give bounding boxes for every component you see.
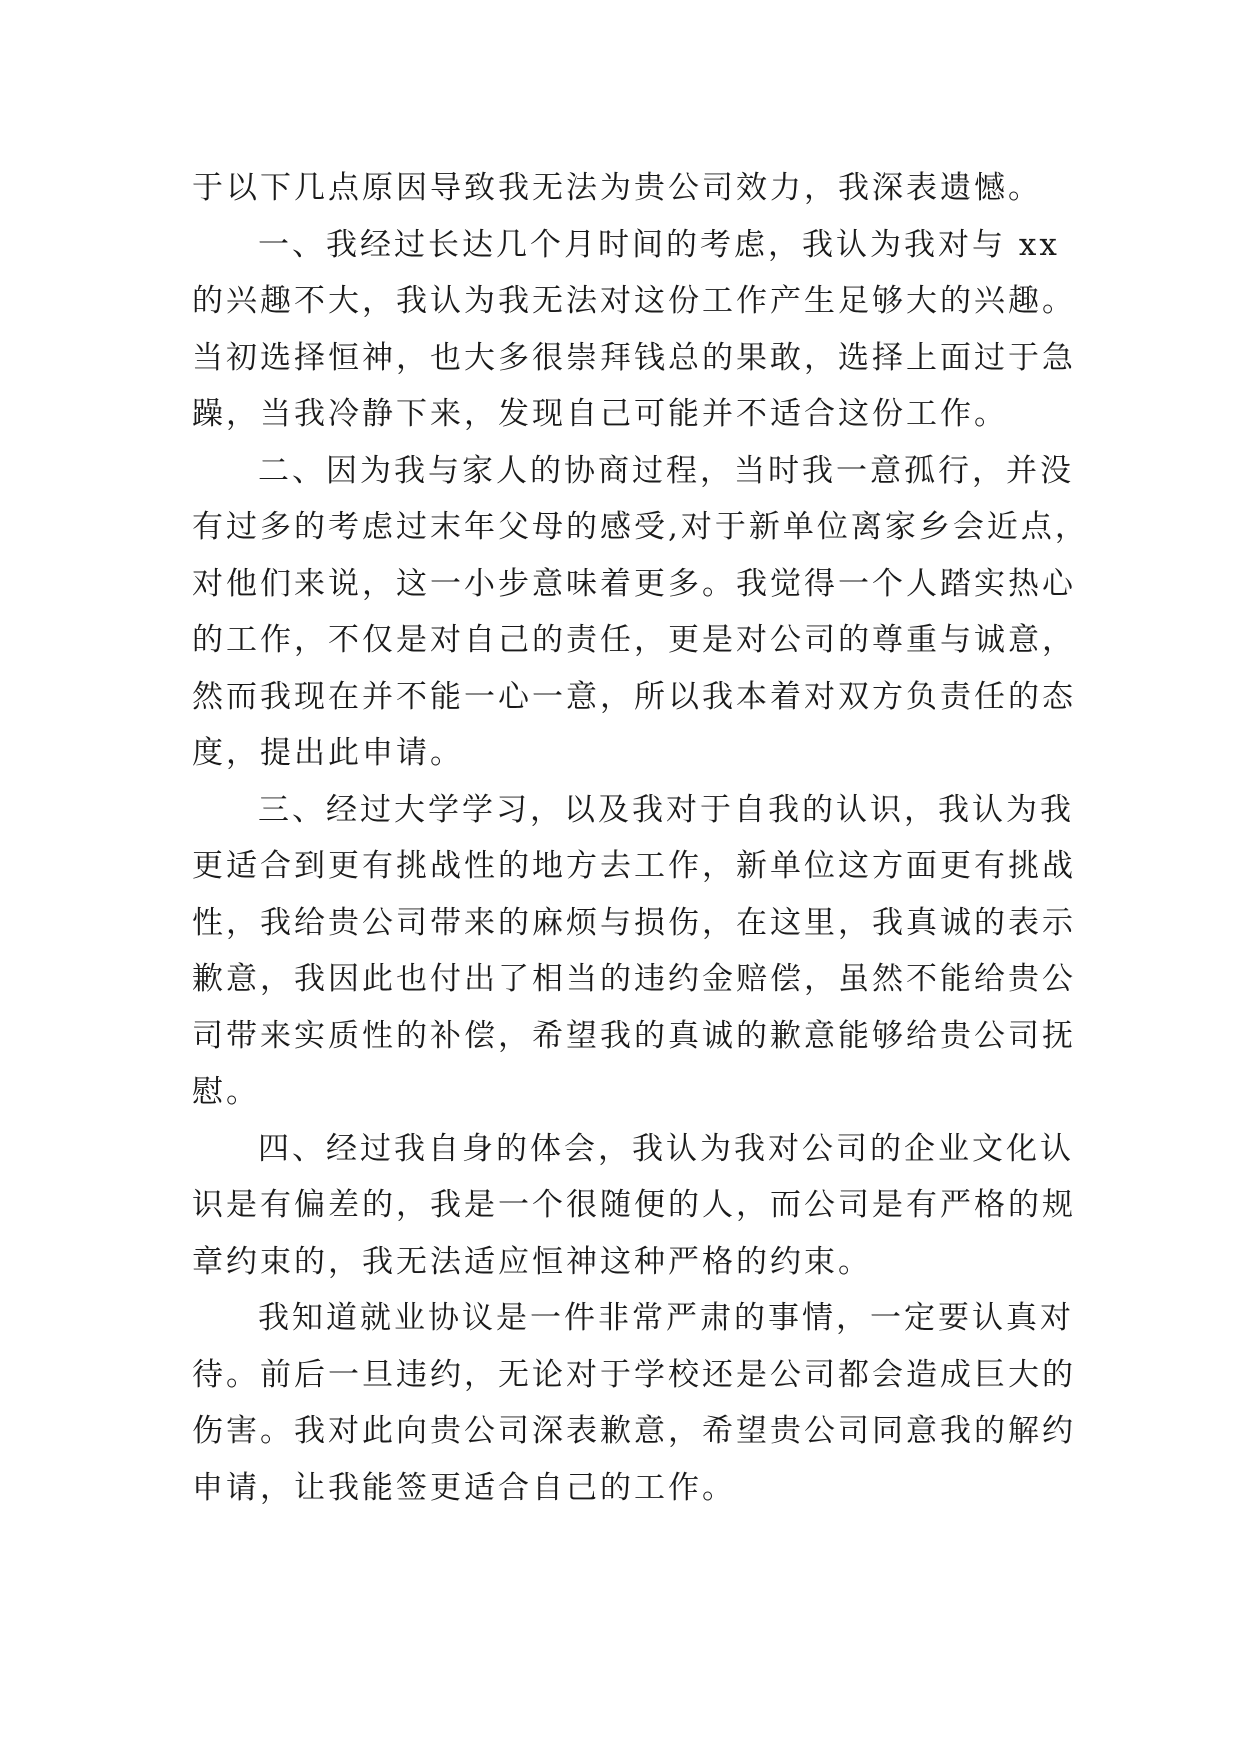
text-line: 的兴趣不大，我认为我无法对这份工作产生足够大的兴趣。 [192, 283, 1076, 319]
text-line: 慰。 [192, 1074, 260, 1110]
text-line: 躁，当我冷静下来，发现自己可能并不适合这份工作。 [192, 396, 1008, 432]
text-line: 性，我给贵公司带来的麻烦与损伤，在这里，我真诚的表示 [192, 904, 1076, 941]
text-line: 对他们来说，这一小步意味着更多。我觉得一个人踏实热心 [192, 565, 1076, 602]
text-line: 申请，让我能签更适合自己的工作。 [192, 1469, 736, 1506]
text-line: 识是有偏差的，我是一个很随便的人，而公司是有严格的规 [192, 1187, 1076, 1223]
text-line: 有过多的考虑过末年父母的感受,对于新单位离家乡会近点， [192, 509, 1089, 545]
text-line: 歉意，我因此也付出了相当的违约金赔偿，虽然不能给贵公 [192, 961, 1076, 997]
paragraph-start-line: 一、我经过长达几个月时间的考虑，我认为我对与 xx [258, 226, 1060, 263]
text-line: 伤害。我对此向贵公司深表歉意，希望贵公司同意我的解约 [192, 1413, 1076, 1449]
text-line: 更适合到更有挑战性的地方去工作，新单位这方面更有挑战 [192, 848, 1076, 884]
text-line: 度，提出此申请。 [192, 735, 464, 771]
paragraph-start-line: 我知道就业协议是一件非常严肃的事情，一定要认真对 [258, 1300, 1074, 1336]
text-line: 章约束的，我无法适应恒神这种严格的约束。 [192, 1243, 872, 1280]
text-line: 当初选择恒神，也大多很崇拜钱总的果敢，选择上面过于急 [192, 339, 1076, 376]
text-line: 待。前后一旦违约，无论对于学校还是公司都会造成巨大的 [192, 1356, 1076, 1393]
document-body [192, 160, 1092, 1516]
text-line: 然而我现在并不能一心一意，所以我本着对双方负责任的态 [192, 678, 1076, 715]
text-line: 司带来实质性的补偿，希望我的真诚的歉意能够给贵公司抚 [192, 1017, 1076, 1054]
paragraph-start-line: 三、经过大学学习，以及我对于自我的认识，我认为我 [258, 791, 1074, 828]
text-line: 的工作，不仅是对自己的责任，更是对公司的尊重与诚意， [192, 622, 1076, 658]
paragraph-start-line: 二、因为我与家人的协商过程，当时我一意孤行，并没 [258, 452, 1074, 489]
paragraph-start-line: 四、经过我自身的体会，我认为我对公司的企业文化认 [258, 1130, 1074, 1167]
text-line: 于以下几点原因导致我无法为贵公司效力，我深表遗憾。 [192, 170, 1042, 206]
